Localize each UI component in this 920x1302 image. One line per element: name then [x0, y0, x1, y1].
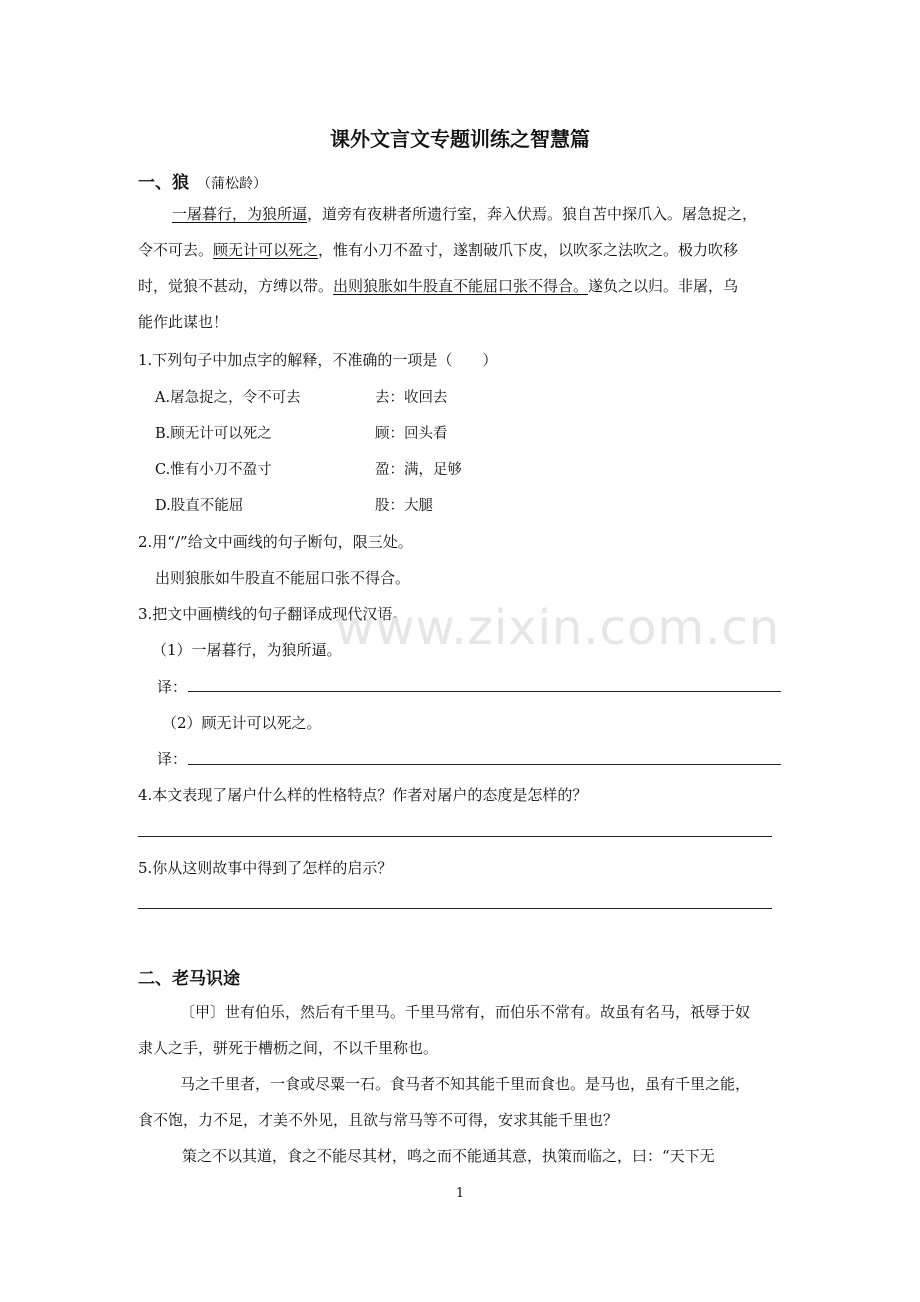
passage-line-4: 能作此谋也！ — [138, 313, 229, 331]
section1-heading — [138, 168, 267, 193]
option-b-meaning: 顾：回头看 — [375, 426, 448, 442]
passage-text: 遂负之以归。非屠，乌 — [588, 277, 739, 295]
answer-line-translation-1[interactable] — [188, 691, 781, 692]
passage-line-3 — [138, 268, 738, 304]
option-a-meaning: 去：收回去 — [375, 390, 448, 406]
section1-title: 一、狼 — [138, 173, 189, 193]
option-c-sentence: C.惟有小刀不盈寸 — [155, 462, 272, 478]
underlined-sentence-3: 出则狼胀如牛股直不能屈口张不得合。 — [333, 277, 589, 295]
answer-line-translation-2[interactable] — [188, 764, 781, 765]
question-3: 3.把文中画横线的句子翻译成现代汉语。 — [138, 605, 408, 623]
question-5: 5.你从这则故事中得到了怎样的启示？ — [138, 859, 393, 877]
section2-para3-line1: 策之不以其道，食之不能尽其材，鸣之而不能通其意，执策而临之，曰：“天下无 — [182, 1147, 715, 1165]
document-title: 课外文言文专题训练之智慧篇 — [330, 127, 590, 151]
watermark: www.zixin.com.cn — [335, 600, 781, 656]
underlined-sentence-1: 一屠暮行，为狼所逼 — [172, 205, 308, 223]
passage-line-1 — [172, 196, 757, 232]
section1-author: （蒲松龄） — [197, 176, 267, 192]
option-c-meaning: 盈：满，足够 — [375, 462, 462, 478]
passage-line-2 — [138, 232, 738, 268]
question-3-item-2: （2）顾无计可以死之。 — [162, 714, 322, 732]
question-1: 1.下列句子中加点字的解释，不准确的一项是（ ） — [138, 351, 498, 369]
translation-prefix-2: 译： — [157, 750, 188, 768]
option-d-sentence: D.股直不能屈 — [155, 498, 244, 514]
section2-para2-line2: 食不饱，力不足，才美不外见，且欲与常马等不可得，安求其能千里也？ — [138, 1111, 619, 1129]
passage-text: 令不可去。 — [138, 241, 214, 259]
question-2: 2.用“/”给文中画线的句子断句，限三处。 — [138, 533, 413, 551]
section2-para1-line1: 〔甲〕世有伯乐，然后有千里马。千里马常有，而伯乐不常有。故虽有名马，祇辱于奴 — [180, 1003, 751, 1021]
translation-prefix-1: 译： — [157, 678, 188, 696]
question-2-sentence: 出则狼胀如牛股直不能屈口张不得合。 — [155, 569, 411, 587]
option-d-meaning: 股：大腿 — [375, 498, 433, 514]
section2-para1-line2: 隶人之手，骈死于槽枥之间，不以千里称也。 — [138, 1039, 439, 1057]
page-number: 1 — [455, 1186, 465, 1201]
section2-para2-line1: 马之千里者，一食或尽粟一石。食马者不知其能千里而食也。是马也，虽有千里之能， — [180, 1075, 751, 1093]
option-b-sentence: B.顾无计可以死之 — [155, 426, 272, 442]
answer-line-q5[interactable] — [138, 908, 772, 909]
question-3-item-1: （1）一屠暮行，为狼所逼。 — [152, 641, 342, 659]
option-a-sentence: A.屠急捉之，令不可去 — [155, 390, 301, 406]
question-4: 4.本文表现了屠户什么样的性格特点？作者对屠户的态度是怎样的？ — [138, 786, 588, 804]
underlined-sentence-2: 顾无计可以死之 — [213, 241, 319, 259]
passage-text: ，道旁有夜耕者所遗行室，奔入伏焉。狼自苫中探爪入。屠急捉之， — [307, 205, 758, 223]
section2-heading: 二、老马识途 — [138, 969, 240, 989]
answer-line-q4[interactable] — [138, 836, 772, 837]
passage-text: ，惟有小刀不盈寸，遂割破爪下皮，以吹豕之法吹之。极力吹移 — [318, 241, 739, 259]
passage-text: 时，觉狼不甚动，方缚以带。 — [138, 277, 334, 295]
